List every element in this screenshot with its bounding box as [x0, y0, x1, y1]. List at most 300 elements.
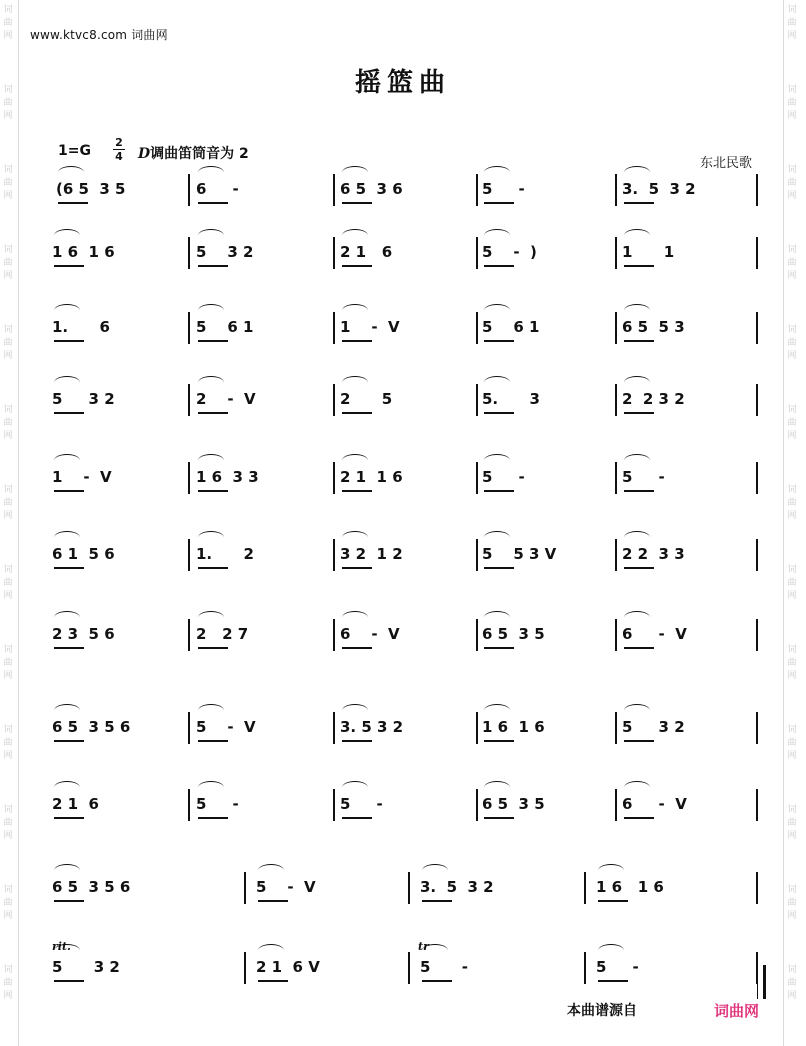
measure-notes: 5 - ) [482, 243, 537, 261]
barline [756, 384, 758, 416]
barline [333, 619, 335, 651]
slur-arc [484, 376, 510, 389]
beam-underline [54, 647, 84, 649]
measure-notes: (6 5 3 5 [56, 180, 126, 198]
watermark-char: 词 [3, 325, 13, 335]
watermark-char: 网 [787, 351, 797, 361]
beam-underline [198, 340, 228, 342]
beam-underline [598, 900, 628, 902]
watermark-char: 曲 [787, 978, 797, 988]
measure-notes: 1. 6 [52, 318, 110, 336]
watermark-char: 网 [787, 31, 797, 41]
measure-notes: 5 6 1 [196, 318, 254, 336]
watermark-char: 曲 [787, 178, 797, 188]
time-signature-bottom: 4 [115, 150, 123, 163]
beam-underline [624, 647, 654, 649]
watermark-char: 词 [3, 245, 13, 255]
slur-arc [598, 944, 624, 957]
slur-arc [624, 304, 650, 317]
watermark-char: 词 [3, 885, 13, 895]
barline [476, 712, 478, 744]
watermark-char: 曲 [787, 98, 797, 108]
beam-underline [54, 340, 84, 342]
beam-underline [624, 265, 654, 267]
slur-arc [484, 454, 510, 467]
watermark-char: 词 [787, 85, 797, 95]
barline [476, 789, 478, 821]
left-watermark-column [2, 0, 16, 1046]
beam-underline [54, 490, 84, 492]
watermark-char: 曲 [787, 738, 797, 748]
beam-underline [258, 980, 288, 982]
barline [756, 712, 758, 744]
watermark-char: 网 [3, 671, 13, 681]
time-signature [113, 137, 125, 162]
slur-arc [624, 531, 650, 544]
footer-logo[interactable]: 词曲网 [714, 1002, 760, 1020]
barline [188, 712, 190, 744]
watermark-char: 曲 [3, 418, 13, 428]
watermark-char: 词 [787, 325, 797, 335]
measure-notes: 5. 3 [482, 390, 540, 408]
slur-arc [624, 704, 650, 717]
watermark-char: 曲 [3, 338, 13, 348]
watermark-char: 曲 [3, 978, 13, 988]
barline [188, 539, 190, 571]
page-title: 摇篮曲 [354, 68, 451, 98]
beam-underline [624, 817, 654, 819]
final-barline-thin [757, 965, 758, 999]
watermark-char: 网 [3, 191, 13, 201]
slur-arc [198, 376, 224, 389]
slur-arc [422, 864, 448, 877]
watermark-char: 词 [787, 645, 797, 655]
watermark-char: 曲 [3, 658, 13, 668]
slur-arc [198, 781, 224, 794]
watermark-char: 词 [3, 485, 13, 495]
barline [584, 872, 586, 904]
watermark-char: 网 [787, 671, 797, 681]
watermark-char: 曲 [3, 738, 13, 748]
slur-arc [198, 611, 224, 624]
measure-notes: 2 1 1 6 [340, 468, 403, 486]
measure-notes: 5 6 1 [482, 318, 540, 336]
watermark-char: 网 [3, 111, 13, 121]
beam-underline [54, 900, 84, 902]
measure-notes: 6 5 3 5 6 [52, 718, 131, 736]
watermark-char: 网 [787, 111, 797, 121]
song-origin: 东北民歌 [700, 156, 753, 171]
watermark-char: 词 [787, 565, 797, 575]
beam-underline [342, 740, 372, 742]
beam-underline [342, 647, 372, 649]
slur-arc [258, 864, 284, 877]
barline [333, 174, 335, 206]
measure-notes: 5 - [482, 468, 525, 486]
watermark-char: 网 [3, 751, 13, 761]
watermark-char: 曲 [3, 898, 13, 908]
beam-underline [198, 202, 228, 204]
beam-underline [624, 567, 654, 569]
slur-arc [342, 704, 368, 717]
slur-arc [54, 864, 80, 877]
instrument-note-text: 调曲笛筒音为 2 [150, 146, 249, 162]
watermark-char: 网 [787, 911, 797, 921]
barline [756, 539, 758, 571]
measure-notes: 5 - V [196, 718, 256, 736]
measure-notes: 5 5 3 V [482, 545, 557, 563]
beam-underline [54, 740, 84, 742]
barline [476, 384, 478, 416]
barline [615, 712, 617, 744]
barline [476, 237, 478, 269]
beam-underline [484, 340, 514, 342]
barline [188, 237, 190, 269]
slur-arc [598, 864, 624, 877]
measure-notes: 3. 5 3 2 [340, 718, 404, 736]
measure-notes: 6 5 3 5 6 [52, 878, 131, 896]
slur-arc [54, 704, 80, 717]
trill-mark: tr [418, 940, 429, 953]
beam-underline [198, 490, 228, 492]
measure-notes: 2 2 3 3 [622, 545, 685, 563]
beam-underline [624, 490, 654, 492]
slur-arc [58, 166, 84, 179]
beam-underline [484, 740, 514, 742]
slur-arc [484, 531, 510, 544]
barline [333, 312, 335, 344]
slur-arc [342, 376, 368, 389]
measure-notes: 2 1 6 V [256, 958, 320, 976]
final-barline-thick [763, 965, 766, 999]
watermark-char: 网 [787, 191, 797, 201]
watermark-char: 曲 [787, 658, 797, 668]
watermark-char: 词 [3, 565, 13, 575]
barline [476, 539, 478, 571]
slur-arc [198, 531, 224, 544]
slur-arc [198, 166, 224, 179]
barline [476, 312, 478, 344]
slur-arc [198, 304, 224, 317]
barline [333, 539, 335, 571]
beam-underline [484, 647, 514, 649]
watermark-char: 曲 [3, 178, 13, 188]
barline [188, 619, 190, 651]
measure-notes: 6 5 3 5 [482, 625, 545, 643]
slur-arc [484, 229, 510, 242]
slur-arc [342, 781, 368, 794]
slur-arc [54, 229, 80, 242]
measure-notes: 1 - V [340, 318, 400, 336]
right-watermark-column [786, 0, 800, 1046]
slur-arc [258, 944, 284, 957]
measure-notes: 3 2 1 2 [340, 545, 403, 563]
beam-underline [54, 567, 84, 569]
instrument-note-prefix: D [138, 146, 151, 162]
watermark-char: 曲 [3, 258, 13, 268]
watermark-char: 词 [3, 165, 13, 175]
slur-arc [198, 229, 224, 242]
watermark-char: 词 [3, 965, 13, 975]
watermark-char: 曲 [3, 98, 13, 108]
watermark-char: 词 [3, 405, 13, 415]
measure-notes: 6 5 5 3 [622, 318, 685, 336]
watermark-char: 曲 [787, 578, 797, 588]
beam-underline [624, 202, 654, 204]
watermark-char: 网 [3, 431, 13, 441]
watermark-char: 网 [3, 351, 13, 361]
beam-underline [484, 567, 514, 569]
watermark-char: 曲 [3, 498, 13, 508]
beam-underline [342, 817, 372, 819]
barline [476, 619, 478, 651]
barline [756, 619, 758, 651]
watermark-char: 网 [3, 911, 13, 921]
measure-notes: 5 - [622, 468, 665, 486]
watermark-char: 词 [787, 245, 797, 255]
footer-source-label: 本曲谱源自 [567, 1003, 637, 1019]
barline [756, 237, 758, 269]
measure-notes: 6 - V [340, 625, 400, 643]
slur-arc [54, 376, 80, 389]
barline [615, 619, 617, 651]
slur-arc [624, 454, 650, 467]
barline [756, 872, 758, 904]
watermark-char: 网 [787, 511, 797, 521]
barline [333, 237, 335, 269]
barline [756, 789, 758, 821]
watermark-char: 词 [787, 485, 797, 495]
measure-notes: 1 6 1 6 [482, 718, 545, 736]
measure-notes: 1 6 1 6 [52, 243, 115, 261]
watermark-char: 曲 [787, 898, 797, 908]
beam-underline [54, 265, 84, 267]
barline [188, 384, 190, 416]
watermark-char: 网 [787, 431, 797, 441]
beam-underline [342, 567, 372, 569]
barline [188, 312, 190, 344]
beam-underline [342, 340, 372, 342]
watermark-char: 词 [3, 805, 13, 815]
measure-notes: 6 - [196, 180, 239, 198]
watermark-char: 词 [787, 725, 797, 735]
beam-underline [54, 412, 84, 414]
barline [476, 462, 478, 494]
slur-arc [342, 611, 368, 624]
barline [188, 174, 190, 206]
slur-arc [342, 229, 368, 242]
measure-notes: 5 - [482, 180, 525, 198]
barline [408, 872, 410, 904]
barline [615, 789, 617, 821]
measure-notes: 6 5 3 5 [482, 795, 545, 813]
beam-underline [58, 202, 88, 204]
slur-arc [484, 166, 510, 179]
beam-underline [484, 817, 514, 819]
measure-notes: 2 - V [196, 390, 256, 408]
rit-mark: rit. [52, 940, 71, 953]
beam-underline [198, 567, 228, 569]
slur-arc [484, 704, 510, 717]
barline [188, 462, 190, 494]
watermark-char: 网 [787, 831, 797, 841]
watermark-char: 词 [3, 725, 13, 735]
barline [756, 462, 758, 494]
barline [584, 952, 586, 984]
barline [756, 312, 758, 344]
key-signature: 1=G [58, 143, 91, 159]
barline [615, 539, 617, 571]
measure-notes: 2 1 6 [52, 795, 99, 813]
beam-underline [198, 647, 228, 649]
barline [333, 462, 335, 494]
measure-notes: 5 3 2 [196, 243, 254, 261]
left-border-line [18, 0, 19, 1046]
watermark-char: 网 [787, 751, 797, 761]
slur-arc [624, 781, 650, 794]
watermark-char: 曲 [3, 578, 13, 588]
beam-underline [624, 340, 654, 342]
beam-underline [258, 900, 288, 902]
slur-arc [624, 229, 650, 242]
barline [333, 712, 335, 744]
measure-notes: 5 - [596, 958, 639, 976]
beam-underline [624, 412, 654, 414]
barline [615, 462, 617, 494]
beam-underline [484, 265, 514, 267]
barline [615, 312, 617, 344]
measure-notes: 5 3 2 [52, 390, 115, 408]
measure-notes: 2 2 3 2 [622, 390, 685, 408]
watermark-char: 词 [787, 405, 797, 415]
watermark-char: 网 [787, 591, 797, 601]
measure-notes: 5 - [196, 795, 239, 813]
watermark-char: 曲 [787, 818, 797, 828]
measure-notes: 1 6 1 6 [596, 878, 664, 896]
barline [244, 872, 246, 904]
measure-notes: 6 - V [622, 795, 687, 813]
slur-arc [624, 611, 650, 624]
beam-underline [598, 980, 628, 982]
watermark-char: 词 [787, 165, 797, 175]
watermark-char: 词 [787, 805, 797, 815]
measure-notes: 2 2 7 [196, 625, 249, 643]
measure-notes: 6 1 5 6 [52, 545, 115, 563]
watermark-char: 网 [3, 511, 13, 521]
slur-arc [342, 531, 368, 544]
slur-arc [54, 454, 80, 467]
watermark-char: 曲 [787, 338, 797, 348]
beam-underline [198, 265, 228, 267]
watermark-char: 曲 [787, 18, 797, 28]
measure-notes: 6 5 3 6 [340, 180, 403, 198]
watermark-char: 曲 [3, 18, 13, 28]
watermark-char: 词 [3, 645, 13, 655]
beam-underline [198, 740, 228, 742]
measure-notes: 2 5 [340, 390, 393, 408]
watermark-char: 词 [787, 965, 797, 975]
slur-arc [54, 531, 80, 544]
slur-arc [54, 611, 80, 624]
watermark-char: 曲 [787, 498, 797, 508]
beam-underline [342, 490, 372, 492]
watermark-char: 词 [3, 85, 13, 95]
slur-arc [342, 454, 368, 467]
measure-notes: 6 - V [622, 625, 687, 643]
barline [333, 384, 335, 416]
watermark-char: 曲 [787, 258, 797, 268]
slur-arc [342, 304, 368, 317]
measure-notes: 2 3 5 6 [52, 625, 115, 643]
watermark-char: 网 [3, 31, 13, 41]
beam-underline [198, 412, 228, 414]
slur-arc [484, 611, 510, 624]
barline [408, 952, 410, 984]
beam-underline [342, 202, 372, 204]
slur-arc [484, 304, 510, 317]
slur-arc [198, 704, 224, 717]
site-label[interactable]: www.ktvc8.com 词曲网 [30, 28, 168, 42]
slur-arc [624, 376, 650, 389]
time-signature-top: 2 [115, 136, 123, 149]
watermark-char: 网 [3, 831, 13, 841]
slur-arc [54, 304, 80, 317]
barline [333, 789, 335, 821]
watermark-char: 网 [3, 271, 13, 281]
beam-underline [342, 265, 372, 267]
barline [615, 174, 617, 206]
watermark-char: 网 [3, 591, 13, 601]
measure-notes: 1 1 [622, 243, 675, 261]
slur-arc [624, 166, 650, 179]
watermark-char: 网 [787, 991, 797, 1001]
measure-notes: 2 1 6 [340, 243, 393, 261]
barline [615, 384, 617, 416]
barline [615, 237, 617, 269]
measure-notes: 3. 5 3 2 [420, 878, 494, 896]
beam-underline [484, 412, 514, 414]
instrument-note [138, 143, 249, 163]
barline [756, 174, 758, 206]
watermark-char: 曲 [3, 818, 13, 828]
watermark-char: 词 [3, 5, 13, 15]
beam-underline [624, 740, 654, 742]
beam-underline [422, 980, 452, 982]
beam-underline [342, 412, 372, 414]
measure-notes: 1. 2 [196, 545, 254, 563]
beam-underline [54, 817, 84, 819]
beam-underline [484, 202, 514, 204]
slur-arc [484, 781, 510, 794]
slur-arc [342, 166, 368, 179]
measure-notes: 5 - [340, 795, 383, 813]
watermark-char: 词 [787, 5, 797, 15]
watermark-char: 曲 [787, 418, 797, 428]
beam-underline [54, 980, 84, 982]
watermark-char: 词 [787, 885, 797, 895]
barline [188, 789, 190, 821]
right-border-line [783, 0, 784, 1046]
measure-notes: 5 - [420, 958, 468, 976]
beam-underline [198, 817, 228, 819]
measure-notes: 5 3 2 [52, 958, 120, 976]
barline [244, 952, 246, 984]
beam-underline [484, 490, 514, 492]
measure-notes: 1 - V [52, 468, 112, 486]
watermark-char: 网 [787, 271, 797, 281]
measure-notes: 1 6 3 3 [196, 468, 259, 486]
beam-underline [422, 900, 452, 902]
